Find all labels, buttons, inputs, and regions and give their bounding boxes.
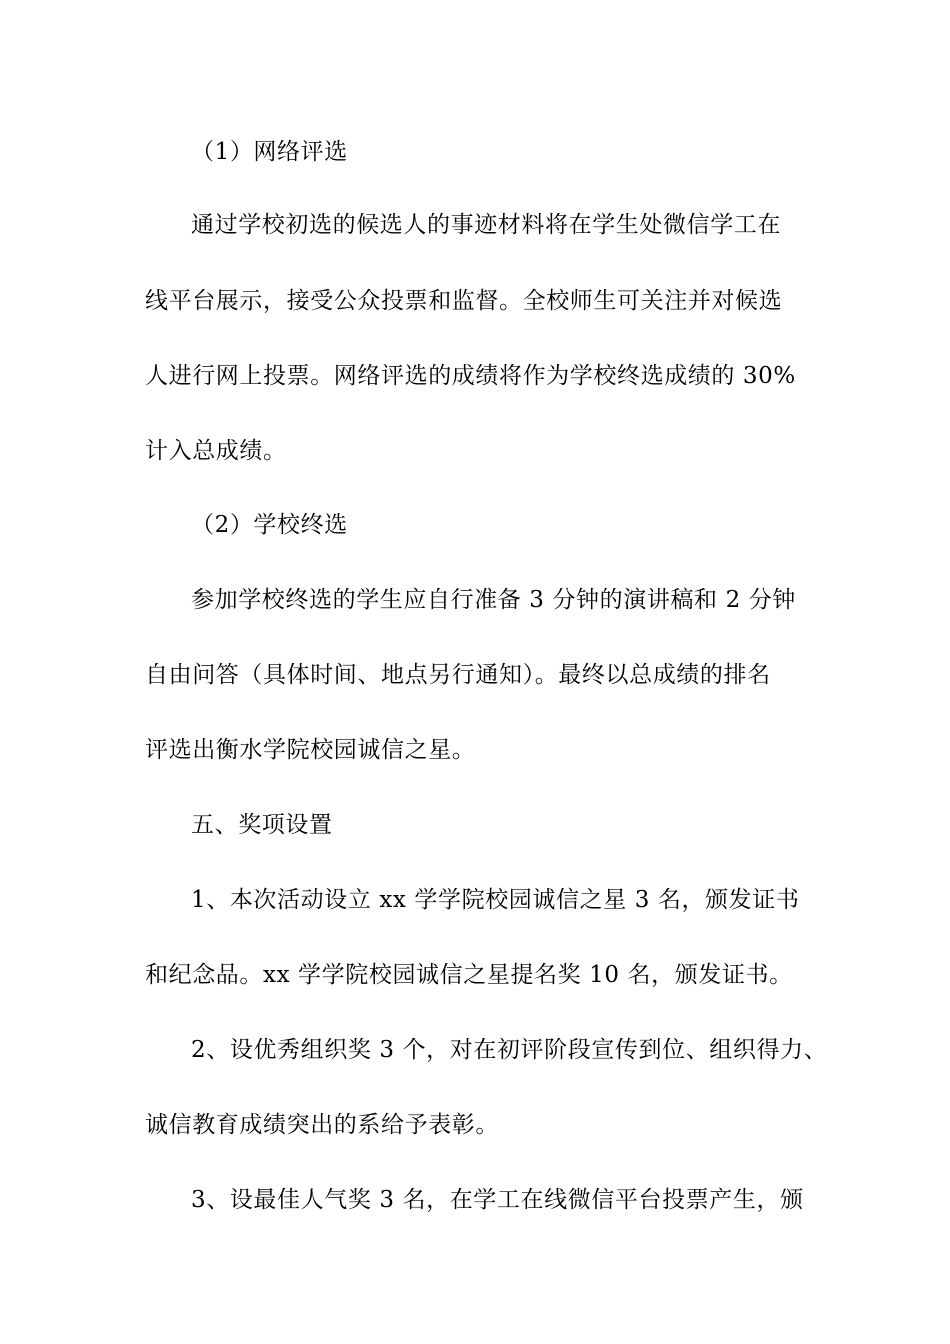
heading-school-final: （2）学校终选 — [191, 512, 348, 538]
heading-online-selection: （1）网络评选 — [191, 139, 348, 165]
paragraph-line: 2、设优秀组织奖 3 个，对在初评阶段宣传到位、组织得力、 — [191, 1037, 828, 1063]
paragraph-line: 1、本次活动设立 xx 学学院校园诚信之星 3 名，颁发证书 — [191, 887, 800, 913]
paragraph-line: 线平台展示，接受公众投票和监督。全校师生可关注并对候选 — [145, 288, 783, 314]
paragraph-line: 和纪念品。xx 学学院校园诚信之星提名奖 10 名，颁发证书。 — [145, 962, 793, 988]
paragraph-line: 参加学校终选的学生应自行准备 3 分钟的演讲稿和 2 分钟 — [191, 587, 796, 613]
paragraph-line: 自由问答（具体时间、地点另行通知）。最终以总成绩的排名 — [145, 662, 771, 688]
paragraph-line: 计入总成绩。 — [145, 438, 287, 464]
paragraph-line: 评选出衡水学院校园诚信之星。 — [145, 737, 476, 763]
paragraph-line: 人进行网上投票。网络评选的成绩将作为学校终选成绩的 30% — [145, 363, 796, 389]
paragraph-line: 诚信教育成绩突出的系给予表彰。 — [145, 1112, 499, 1138]
heading-awards: 五、奖项设置 — [191, 812, 333, 838]
paragraph-line: 通过学校初选的候选人的事迹材料将在学生处微信学工在 — [191, 212, 781, 238]
paragraph-line: 3、设最佳人气奖 3 名，在学工在线微信平台投票产生，颁 — [191, 1187, 804, 1213]
